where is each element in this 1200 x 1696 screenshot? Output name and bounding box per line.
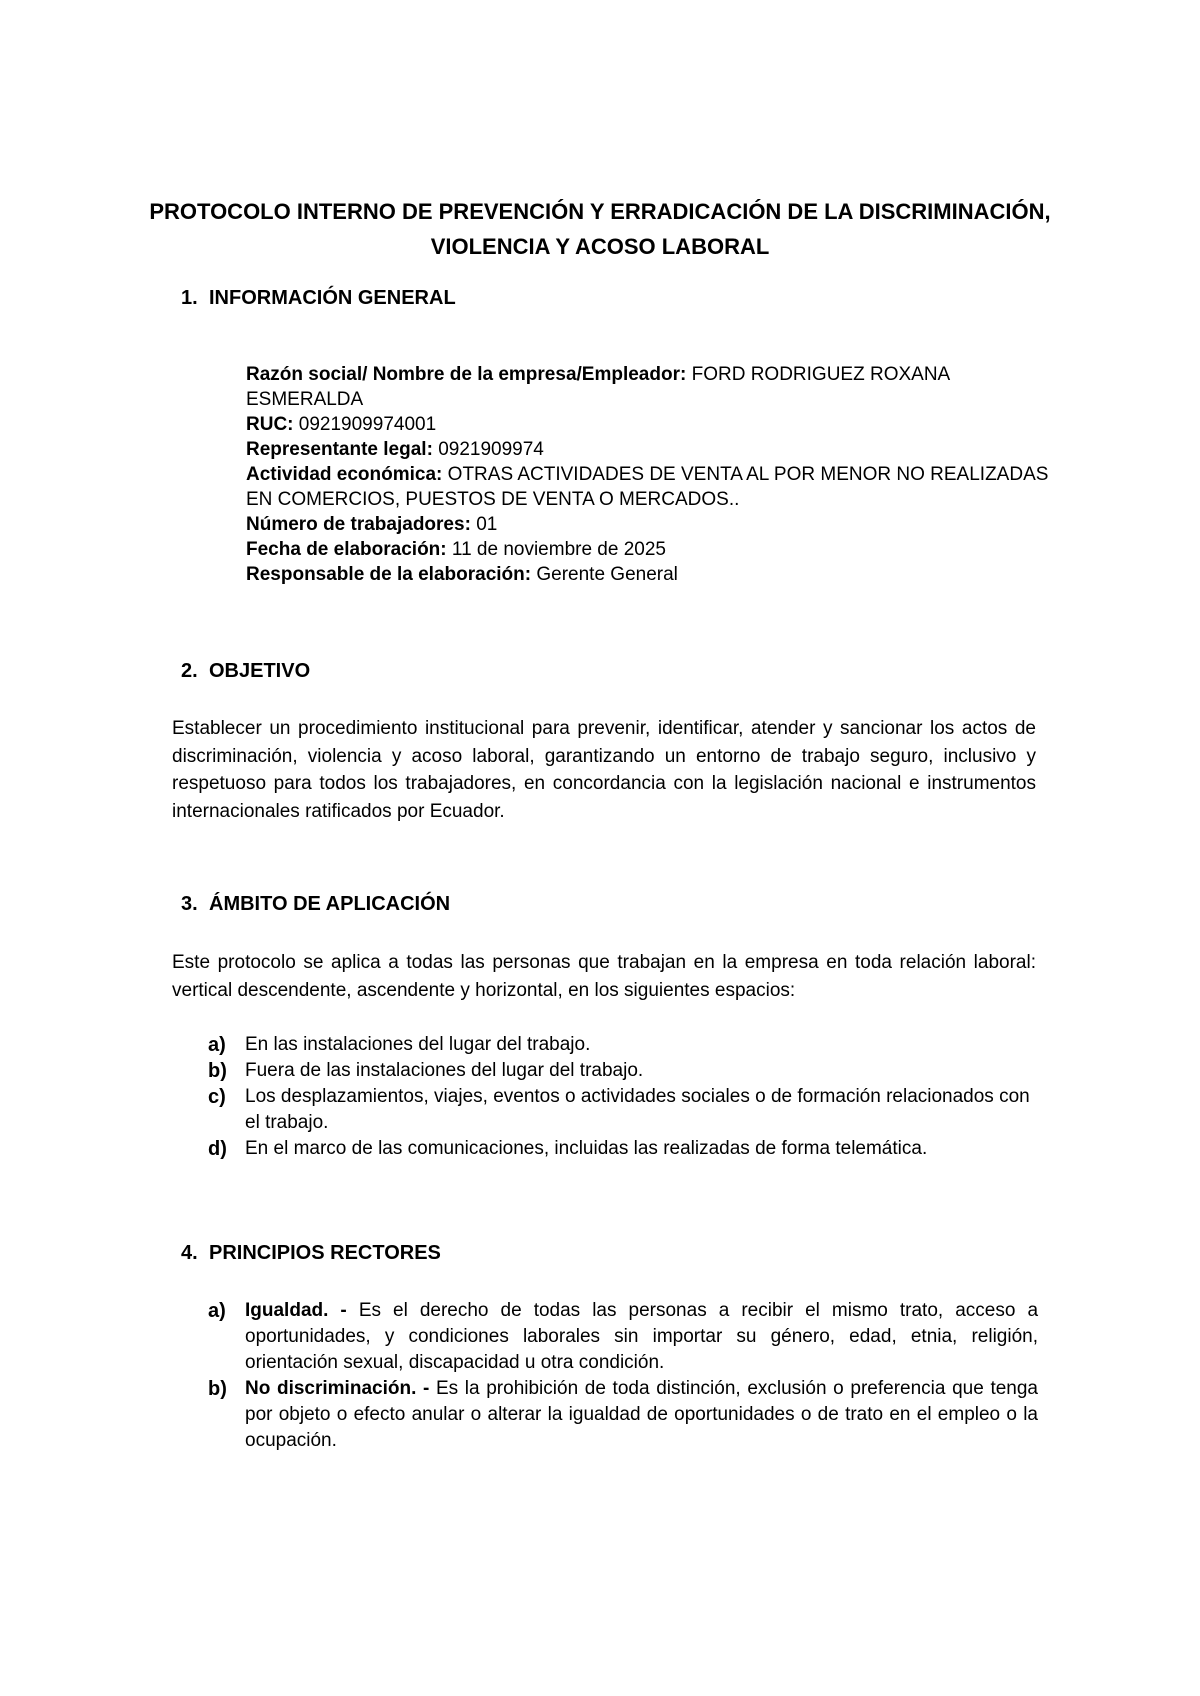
title-line-2: VIOLENCIA Y ACOSO LABORAL xyxy=(430,234,770,259)
section-number: 2. xyxy=(181,660,198,682)
field-label: Responsable de la elaboración: xyxy=(246,564,532,585)
list-item-text: Fuera de las instalaciones del lugar del trabajo. xyxy=(245,1060,644,1081)
info-field-company xyxy=(246,362,1066,412)
list-item xyxy=(208,1376,1038,1454)
section-title: ÁMBITO DE APLICACIÓN xyxy=(209,893,451,915)
list-marker: b) xyxy=(208,1060,227,1082)
list-item xyxy=(208,1084,1038,1136)
field-label: RUC: xyxy=(246,414,294,435)
info-field-responsible xyxy=(246,562,1066,587)
list-marker: b) xyxy=(208,1378,227,1400)
field-label: Razón social/ Nombre de la empresa/Empleador: xyxy=(246,364,687,385)
principle-text: Es la prohibición de toda distinción, exclusión o preferencia que tenga por objeto o efecto anular o alterar la igualdad de oportunidades o de trato en el empleo o la ocupación. xyxy=(245,1378,1038,1451)
field-value: OTRAS ACTIVIDADES DE VENTA AL POR MENOR NO REALIZADAS EN COMERCIOS, PUESTOS DE VENTA O MERCADOS.. xyxy=(246,464,1049,510)
list-item-text: En las instalaciones del lugar del trabajo. xyxy=(245,1034,591,1055)
section-3-heading xyxy=(181,893,451,916)
list-item xyxy=(208,1058,1038,1084)
section-number: 1. xyxy=(181,287,198,309)
info-field-date xyxy=(246,537,1066,562)
field-value: 11 de noviembre de 2025 xyxy=(451,539,666,560)
objective-text: Establecer un procedimiento institucional para prevenir, identificar, atender y sancionar los actos de discriminación, violencia y acoso laboral, garantizando un entorno de trabajo seguro, inclusivo y respetuoso para todos los trabajadores, en concordancia con la legislación nacional e instrumentos internacionales ratificados por Ecuador. xyxy=(172,718,1036,822)
section-title: OBJETIVO xyxy=(209,660,311,682)
info-field-ruc xyxy=(246,412,1066,437)
scope-text: Este protocolo se aplica a todas las personas que trabajan en la empresa en toda relación laboral: vertical descendente, ascendente y horizontal, en los siguientes espacios: xyxy=(172,952,1036,1001)
list-marker: a) xyxy=(208,1300,226,1322)
section-number: 3. xyxy=(181,893,198,915)
list-item-text: Los desplazamientos, viajes, eventos o actividades sociales o de formación relacionados con el trabajo. xyxy=(245,1086,1030,1133)
field-label: Número de trabajadores: xyxy=(246,514,471,535)
section-number: 4. xyxy=(181,1242,198,1264)
scope-list xyxy=(208,1032,1038,1162)
field-value: 0921909974 xyxy=(438,439,544,460)
document-title xyxy=(120,194,1080,264)
field-label: Representante legal: xyxy=(246,439,433,460)
list-item xyxy=(208,1298,1038,1376)
principle-text: Es el derecho de todas las personas a recibir el mismo trato, acceso a oportunidades, y condiciones laborales sin importar su género, edad, etnia, religión, orientación sexual, discapacidad u otra condición. xyxy=(245,1300,1039,1373)
list-marker: d) xyxy=(208,1138,227,1160)
info-field-workers xyxy=(246,512,1066,537)
principle-term: Igualdad. - xyxy=(245,1300,347,1321)
list-item-text: En el marco de las comunicaciones, incluidas las realizadas de forma telemática. xyxy=(245,1138,928,1159)
field-label: Fecha de elaboración: xyxy=(246,539,447,560)
section-title: INFORMACIÓN GENERAL xyxy=(209,287,456,309)
info-field-activity xyxy=(246,462,1066,512)
principles-list xyxy=(208,1298,1038,1454)
info-field-legal-rep xyxy=(246,437,1066,462)
principle-term: No discriminación. - xyxy=(245,1378,430,1399)
list-item xyxy=(208,1136,1038,1162)
list-marker: c) xyxy=(208,1086,226,1108)
section-2-heading xyxy=(181,660,311,683)
field-value: 01 xyxy=(476,514,498,535)
general-info xyxy=(246,362,1066,587)
section-4-heading xyxy=(181,1242,441,1265)
field-value: Gerente General xyxy=(536,564,678,585)
list-item xyxy=(208,1032,1038,1058)
section-1-heading xyxy=(181,287,456,310)
section-title: PRINCIPIOS RECTORES xyxy=(209,1242,441,1264)
title-line-1: PROTOCOLO INTERNO DE PREVENCIÓN Y ERRADICACIÓN DE LA DISCRIMINACIÓN, xyxy=(149,199,1051,224)
field-value: 0921909974001 xyxy=(298,414,437,435)
field-label: Actividad económica: xyxy=(246,464,443,485)
field-value: FORD RODRIGUEZ ROXANA ESMERALDA xyxy=(246,364,950,410)
list-marker: a) xyxy=(208,1034,226,1056)
